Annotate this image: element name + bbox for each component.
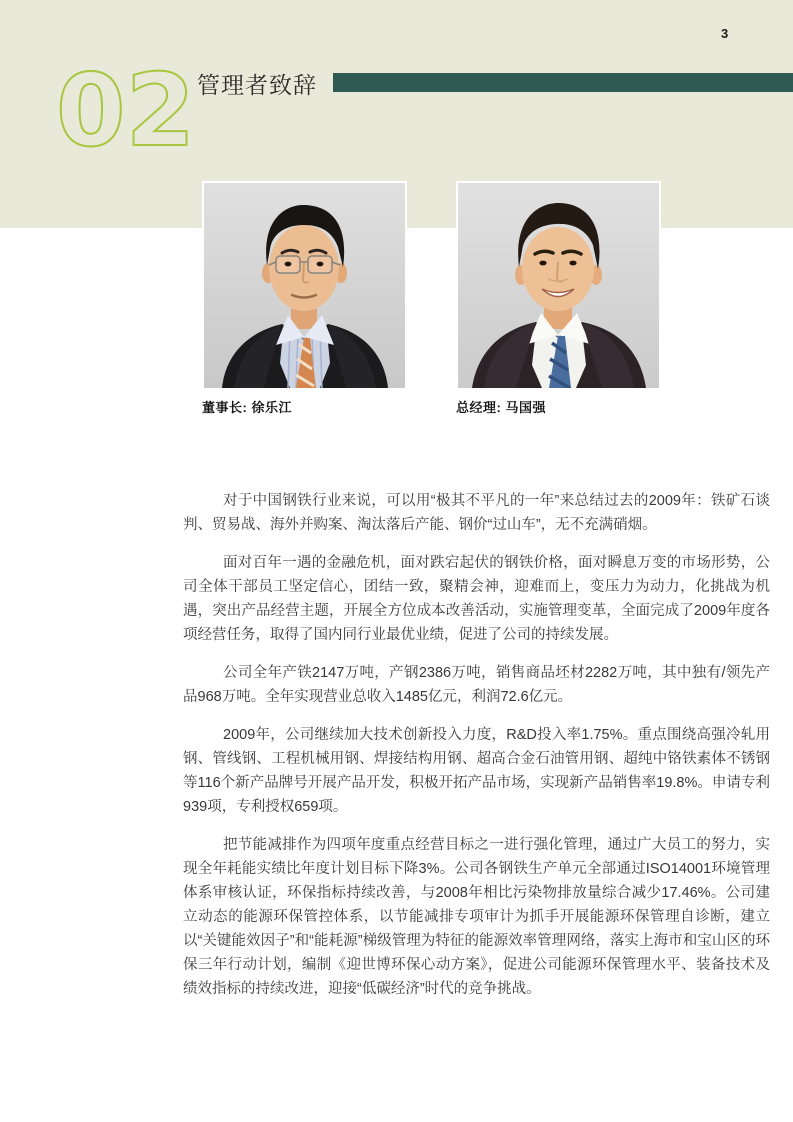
- title-accent-bar: [333, 73, 793, 92]
- chairman-portrait-image: [202, 181, 407, 390]
- general-manager-portrait: [456, 181, 661, 416]
- paragraph: 公司全年产铁2147万吨，产钢2386万吨，销售商品坯材2282万吨，其中独有/领先产品968万吨。全年实现营业总收入1485亿元，利润72.6亿元。: [183, 665, 770, 705]
- paragraph: 把节能减排作为四项年度重点经营目标之一进行强化管理，通过广大员工的努力，实现全年耗能实绩比年度计划目标下降3%。公司各钢铁生产单元全部通过ISO14001环境管理体系审核认证，环保指标持续改善，与2008年相比污染物排放量综合减少17.46%。公司建立动态的能源环保管控体系，以节能减排专项审计为抓手开展能源环保管理自诊断，建立以“关键能效因子”和“能耗源”梯级管理为特征的能源效率管理网络，落实上海市和宝山区的环保三年行动计划，编制《迎世博环保心动方案》，促进公司能源环保管理水平、装备技术及绩效指标的持续改进，迎接“低碳经济”时代的竞争挑战。: [183, 837, 770, 997]
- paragraph: 2009年，公司继续加大技术创新投入力度，R&D投入率1.75%。重点围绕高强冷轧用钢、管线钢、工程机械用钢、焊接结构用钢、超高合金石油管用钢、超纯中铬铁素体不锈钢等116个新产品牌号开展产品开发，积极开拓产品市场，实现新产品销售率19.8%。申请专利939项，专利授权659项。: [183, 727, 770, 815]
- page-number: 3: [721, 26, 729, 41]
- general-manager-caption: 总经理: 马国强: [456, 400, 546, 415]
- general-manager-portrait-image: [456, 181, 661, 390]
- paragraph: 面对百年一遇的金融危机，面对跌宕起伏的钢铁价格，面对瞬息万变的市场形势，公司全体干部员工坚定信心，团结一致，聚精会神，迎难而上，变压力为动力，化挑战为机遇，突出产品经营主题，开展全方位成本改善活动，实施管理变革，全面完成了2009年度各项经营任务，取得了国内同行业最优业绩，促进了公司的持续发展。: [183, 555, 770, 643]
- chairman-portrait: [202, 181, 407, 416]
- body-text: [183, 489, 770, 1001]
- section-title: 管理者致辞: [197, 72, 317, 98]
- paragraph: 对于中国钢铁行业来说，可以用“极其不平凡的一年”来总结过去的2009年：铁矿石谈判、贸易战、海外并购案、淘汰落后产能、钢价“过山车”，无不充满硝烟。: [183, 493, 770, 533]
- section-number: 02: [56, 60, 196, 160]
- section-number-outline: [52, 60, 212, 160]
- chairman-caption: 董事长: 徐乐江: [202, 400, 292, 415]
